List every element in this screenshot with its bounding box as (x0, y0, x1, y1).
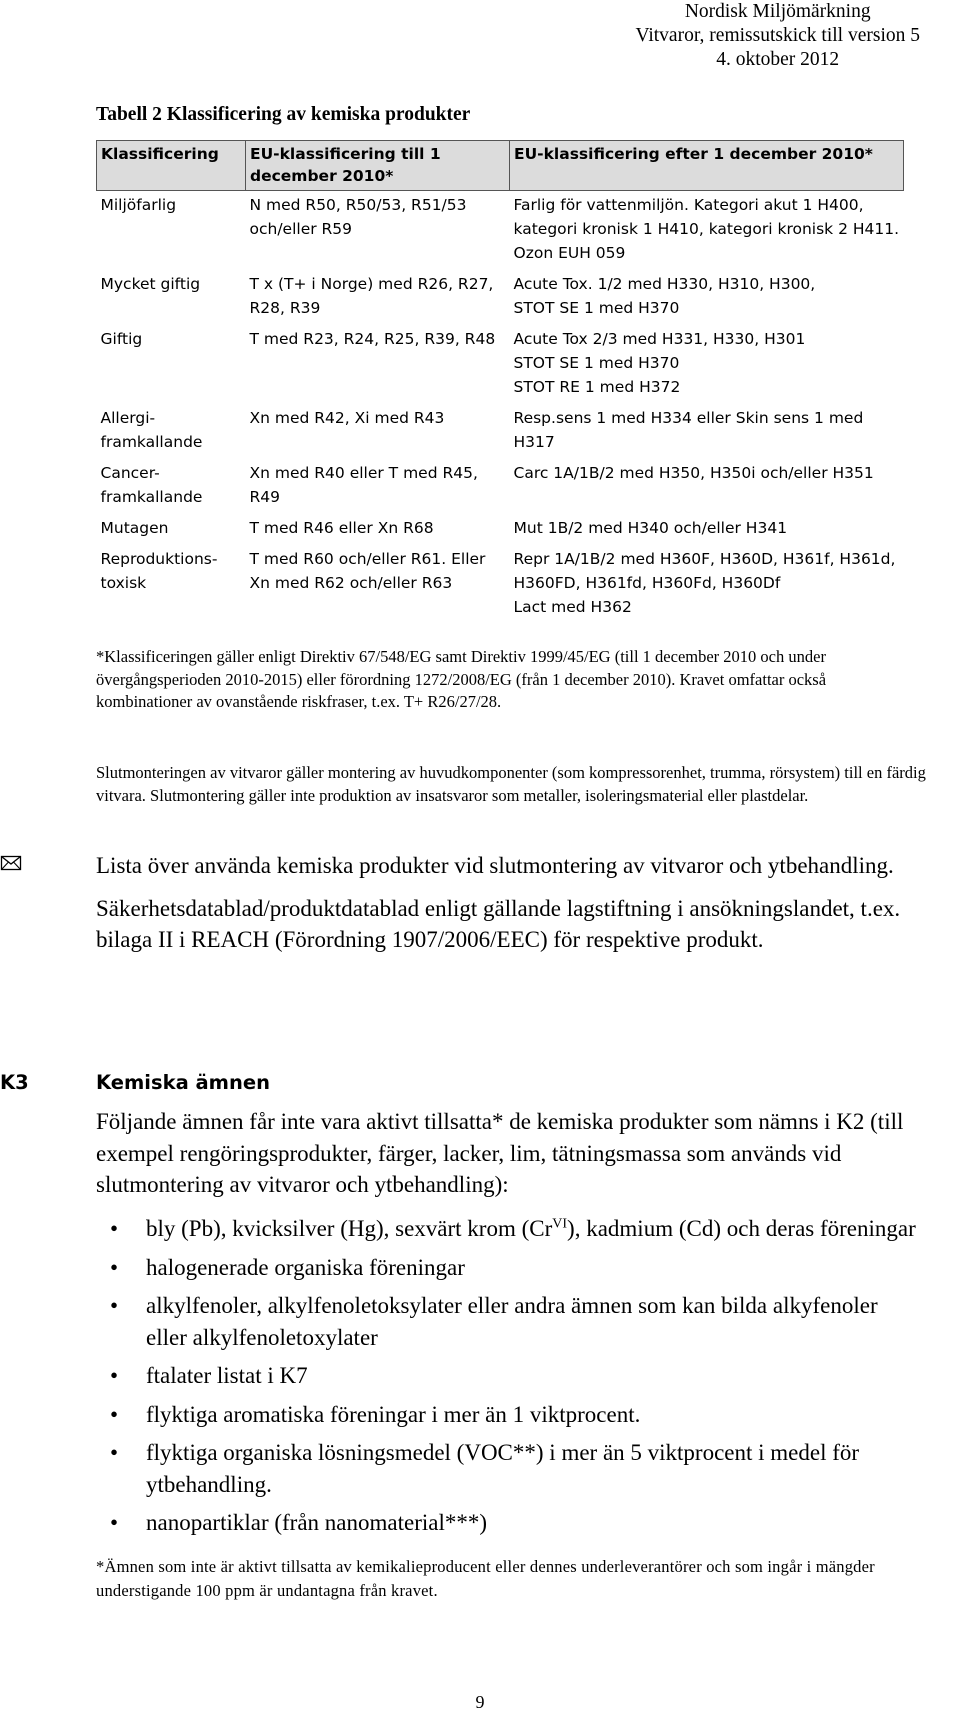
old-class-cell (246, 191, 510, 271)
list-item: • nanopartiklar (från nanomaterial***) (96, 1507, 916, 1539)
new-class-cell (510, 191, 904, 271)
list-item: • flyktiga aromatiska föreningar i mer än 1 viktprocent. (96, 1399, 916, 1431)
new-class-text: STOT SE 1 med H370 (513, 354, 680, 372)
old-class-cell (246, 270, 510, 325)
requirement-number: K3 (0, 1071, 29, 1094)
old-class-cell (246, 325, 510, 404)
requirement-intro: Följande ämnen får inte vara aktivt tillsatta* de kemiska produkter som nämns i K2 (till exempel rengöringsprodukter, färger, lacker, lim, tätningsmassa som används vid slutmontering av vitvaror och ytbehandling): (96, 1109, 904, 1197)
requirement-heading: Kemiska ämnen (96, 1071, 270, 1094)
new-class-text: Acute Tox. 1/2 med H330, H310, H300, (513, 275, 816, 293)
table-row (97, 191, 904, 271)
list-item: • ftalater listat i K7 (96, 1360, 916, 1392)
header-date: 4. oktober 2012 (716, 49, 840, 70)
class-cell: Giftig (100, 330, 143, 348)
list-item: • alkylfenoler, alkylfenoletoksylater eller andra ämnen som kan bilda alkyfenoler eller alkylfenoletoxylater (96, 1290, 916, 1353)
table-row (97, 514, 904, 545)
documentation-requirements (96, 850, 916, 967)
class-cell: Miljöfarlig (100, 196, 177, 214)
class-cell: Mycket giftig (100, 275, 201, 293)
old-class-text: T x (T+ i Norge) med R26, R27, R28, R39 (249, 275, 494, 317)
envelope-icon (0, 852, 22, 874)
old-class-text: T med R46 eller Xn R68 (249, 519, 434, 537)
new-class-cell (510, 325, 904, 404)
page-header (635, 0, 920, 72)
old-class-text: N med R50, R50/53, R51/53 och/eller R59 (249, 196, 467, 238)
new-class-cell (510, 545, 904, 624)
requirement-item: Lista över använda kemiska produkter vid slutmontering av vitvaror och ytbehandling. (96, 853, 894, 878)
new-class-text: STOT SE 1 med H370 (513, 299, 680, 317)
old-class-cell (246, 545, 510, 624)
list-item: • flyktiga organiska lösningsmedel (VOC**) i mer än 5 viktprocent i medel för ytbehandling. (96, 1437, 916, 1500)
new-class-cell (510, 459, 904, 514)
class-cell: Reproduktions-toxisk (100, 550, 218, 592)
old-class-cell (246, 514, 510, 545)
table-row (97, 325, 904, 404)
substance-footnote: *Ämnen som inte är aktivt tillsatta av kemikalieproducent eller dennes underleverantörer och som ingår i mängder understigande 100 ppm är undantagna från kravet. (96, 1557, 875, 1600)
new-class-text: Resp.sens 1 med H334 eller Skin sens 1 med H317 (513, 409, 864, 451)
list-item-text: ), kadmium (Cd) och deras föreningar (567, 1216, 916, 1241)
new-class-text: Mut 1B/2 med H340 och/eller H341 (513, 519, 788, 537)
class-cell: Allergi-framkallande (100, 409, 203, 451)
requirement-item: Säkerhetsdatablad/produktdatablad enligt gällande lagstiftning i ansökningslandet, t.ex. bilaga II i REACH (Förordning 1907/2006/EEC) för respektive produkt. (96, 895, 901, 952)
new-class-cell (510, 514, 904, 545)
list-item (96, 1213, 916, 1245)
list-item: • halogenerade organiska föreningar (96, 1252, 916, 1284)
list-item-text: bly (Pb), kvicksilver (Hg), sexvärt krom (Cr (146, 1216, 553, 1241)
classification-table (96, 140, 904, 624)
final-assembly-paragraph: Slutmonteringen av vitvaror gäller montering av huvudkomponenter (som kompressorenhet, trumma, rörsystem) till en färdig vitvara. Slutmontering gäller inte produktion av insatsvaror som metaller, isoleringsmaterial eller plastdelar. (96, 763, 926, 805)
new-class-cell (510, 404, 904, 459)
old-class-text: Xn med R40 eller T med R45, R49 (249, 464, 478, 506)
superscript: VI (552, 1216, 568, 1232)
class-cell: Mutagen (100, 519, 169, 537)
header-doc: Vitvaror, remissutskick till version 5 (635, 25, 920, 46)
old-class-cell (246, 404, 510, 459)
header-org: Nordisk Miljömärkning (684, 1, 871, 22)
page-number: 9 (475, 1692, 485, 1712)
new-class-text: Lact med H362 (513, 598, 632, 616)
table-title: Tabell 2 Klassificering av kemiska produkter (96, 104, 471, 125)
substance-list (96, 1213, 916, 1546)
old-class-text: Xn med R42, Xi med R43 (249, 409, 445, 427)
class-cell: Cancer-framkallande (100, 464, 203, 506)
table-row (97, 404, 904, 459)
old-class-text: T med R23, R24, R25, R39, R48 (249, 330, 496, 348)
old-class-text: T med R60 och/eller R61. Eller Xn med R62 och/eller R63 (249, 550, 486, 592)
table-row (97, 270, 904, 325)
classification-footnote: *Klassificeringen gäller enligt Direktiv 67/548/EG samt Direktiv 1999/45/EG (till 1 december 2010 och under övergångsperioden 2010-2015) eller förordning 1272/2008/EG (från 1 december 2010). Kravet omfattar också kombinationer av ovanstående riskfraser, t.ex. T+ R26/27/28. (96, 647, 827, 711)
new-class-text: STOT RE 1 med H372 (513, 378, 681, 396)
table-row (97, 545, 904, 624)
column-header: EU-klassificering till 1 december 2010* (246, 141, 510, 191)
old-class-cell (246, 459, 510, 514)
new-class-cell (510, 270, 904, 325)
column-header: Klassificering (97, 141, 246, 191)
table-row (97, 459, 904, 514)
new-class-text: Farlig för vattenmiljön. Kategori akut 1 H400, kategori kronisk 1 H410, kategori kronisk 2 H411. Ozon EUH 059 (513, 196, 900, 262)
new-class-text: Acute Tox 2/3 med H331, H330, H301 (513, 330, 806, 348)
table-header-row (97, 141, 904, 191)
new-class-text: Repr 1A/1B/2 med H360F, H360D, H361f, H361d, H360FD, H361fd, H360Fd, H360Df (513, 550, 896, 592)
new-class-text: Carc 1A/1B/2 med H350, H350i och/eller H351 (513, 464, 874, 482)
column-header: EU-klassificering efter 1 december 2010* (510, 141, 904, 191)
